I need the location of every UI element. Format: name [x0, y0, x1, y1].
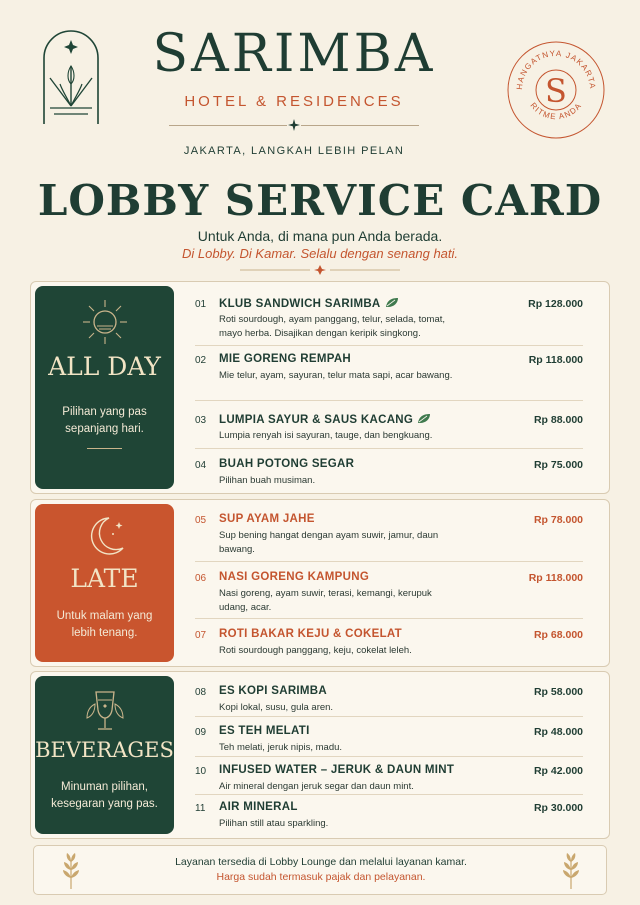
- item-name: ROTI BAKAR KEJU & COKELAT: [219, 628, 402, 640]
- item-price: Rp 118.000: [528, 354, 583, 366]
- glass-icon: [79, 688, 131, 736]
- seal-letter: S: [545, 72, 567, 110]
- item-number: 07: [195, 630, 207, 641]
- item-price: Rp 58.000: [533, 686, 583, 698]
- section-description: Pilihan yang pas sepanjang hari.: [62, 406, 147, 435]
- row-divider: [195, 400, 583, 401]
- footer-line-2: Harga sudah termasuk pajak dan pelayanan.: [216, 871, 426, 883]
- section-title: ALL DAY: [48, 352, 161, 381]
- item-name: INFUSED WATER – JERUK & DAUN MINT: [219, 764, 455, 776]
- row-divider: [195, 618, 583, 619]
- wheat-icon: [556, 852, 586, 890]
- item-name: MIE GORENG REMPAH: [219, 353, 352, 365]
- row-divider: [195, 756, 583, 757]
- panel-divider: [87, 448, 122, 449]
- item-name: ES TEH MELATI: [219, 725, 310, 737]
- section-title: BEVERAGES: [35, 738, 174, 762]
- section-panel-beverages: [35, 676, 174, 834]
- section-title: LATE: [70, 564, 139, 593]
- item-description: Teh melati, jeruk nipis, madu.: [219, 742, 343, 753]
- ornament-divider: [240, 264, 400, 276]
- item-number: 05: [195, 515, 207, 526]
- section-late: [30, 499, 610, 667]
- sparkle-icon: [287, 118, 301, 132]
- brand-name: SARIMBA: [152, 24, 436, 84]
- section-description: Minuman pilihan, kesegaran yang pas.: [51, 781, 158, 810]
- item-number: 02: [195, 355, 207, 366]
- sun-icon: [79, 298, 131, 346]
- moon-icon: [79, 512, 131, 560]
- brand-subtitle: HOTEL & RESIDENCES: [184, 93, 404, 110]
- item-description: Sup bening hangat dengan ayam suwir, jamur, daun bawang.: [219, 530, 439, 555]
- item-name: SUP AYAM JAHE: [219, 513, 315, 525]
- item-number: 03: [195, 415, 207, 426]
- row-divider: [195, 716, 583, 717]
- seal-text-top: HANGATNYA JAKARTA: [514, 48, 598, 91]
- section-panel-late: [35, 504, 174, 662]
- item-price: Rp 48.000: [533, 726, 583, 738]
- item-number: 06: [195, 573, 207, 584]
- item-number: 04: [195, 460, 207, 471]
- seal-badge: [506, 40, 606, 140]
- item-name: BUAH POTONG SEGAR: [219, 458, 355, 470]
- item-price: Rp 128.000: [528, 298, 583, 310]
- item-number: 08: [195, 687, 207, 698]
- item-description: Kopi lokal, susu, gula aren.: [219, 702, 334, 713]
- seal-text-bottom: RITME ANDA: [528, 100, 584, 122]
- subtitle-line-2: Di Lobby. Di Kamar. Selalu dengan senang hati.: [181, 246, 459, 261]
- section-panel-all-day: [35, 286, 174, 489]
- item-description: Roti sourdough panggang, keju, cokelat leleh.: [219, 645, 412, 656]
- brand-tagline: JAKARTA, LANGKAH LEBIH PELAN: [183, 145, 405, 157]
- item-description: Lumpia renyah isi sayuran, tauge, dan bengkuang.: [219, 430, 433, 441]
- row-divider: [195, 345, 583, 346]
- row-divider: [195, 561, 583, 562]
- item-description: Pilihan buah musiman.: [219, 475, 316, 486]
- item-price: Rp 88.000: [533, 414, 583, 426]
- brand-block: [110, 18, 478, 132]
- page-title: LOBBY SERVICE CARD: [37, 176, 603, 225]
- section-description: Untuk malam yang lebih tenang.: [56, 610, 153, 639]
- item-description: Mie telur, ayam, sayuran, telur mata sapi, acar bawang.: [219, 370, 453, 381]
- item-price: Rp 118.000: [528, 572, 583, 584]
- item-price: Rp 68.000: [533, 629, 583, 641]
- item-name: ES KOPI SARIMBA: [219, 685, 328, 697]
- hotel-logo-icon: [40, 28, 102, 126]
- item-price: Rp 75.000: [533, 459, 583, 471]
- item-name: LUMPIA SAYUR & SAUS KACANG: [219, 413, 431, 426]
- item-description: Roti sourdough, ayam panggang, telur, selada, tomat, mayo herba. Disajikan dengan keripik singkong.: [219, 314, 446, 339]
- item-number: 10: [195, 766, 207, 777]
- row-divider: [195, 448, 583, 449]
- item-number: 11: [195, 803, 206, 814]
- section-beverages: [30, 671, 610, 839]
- row-divider: [195, 794, 583, 795]
- vegetarian-leaf-icon: [417, 413, 431, 424]
- item-name: AIR MINERAL: [219, 801, 298, 813]
- item-description: Pilihan still atau sparkling.: [219, 818, 329, 829]
- item-number: 09: [195, 727, 207, 738]
- item-number: 01: [195, 299, 207, 310]
- item-price: Rp 78.000: [533, 514, 583, 526]
- item-description: Nasi goreng, ayam suwir, terasi, kemangi, kerupuk udang, acar.: [219, 588, 432, 613]
- item-name: NASI GORENG KAMPUNG: [219, 571, 370, 583]
- footer-note: [33, 845, 607, 895]
- item-price: Rp 42.000: [533, 765, 583, 777]
- item-description: Air mineral dengan jeruk segar dan daun mint.: [219, 781, 414, 792]
- footer-line-1: Layanan tersedia di Lobby Lounge dan melalui layanan kamar.: [175, 856, 467, 868]
- brand-divider: [169, 118, 419, 132]
- item-price: Rp 30.000: [533, 802, 583, 814]
- section-all-day: [30, 281, 610, 494]
- subtitle-line-1: Untuk Anda, di mana pun Anda berada.: [197, 228, 443, 244]
- vegetarian-leaf-icon: [385, 297, 399, 308]
- item-name: KLUB SANDWICH SARIMBA: [219, 297, 399, 310]
